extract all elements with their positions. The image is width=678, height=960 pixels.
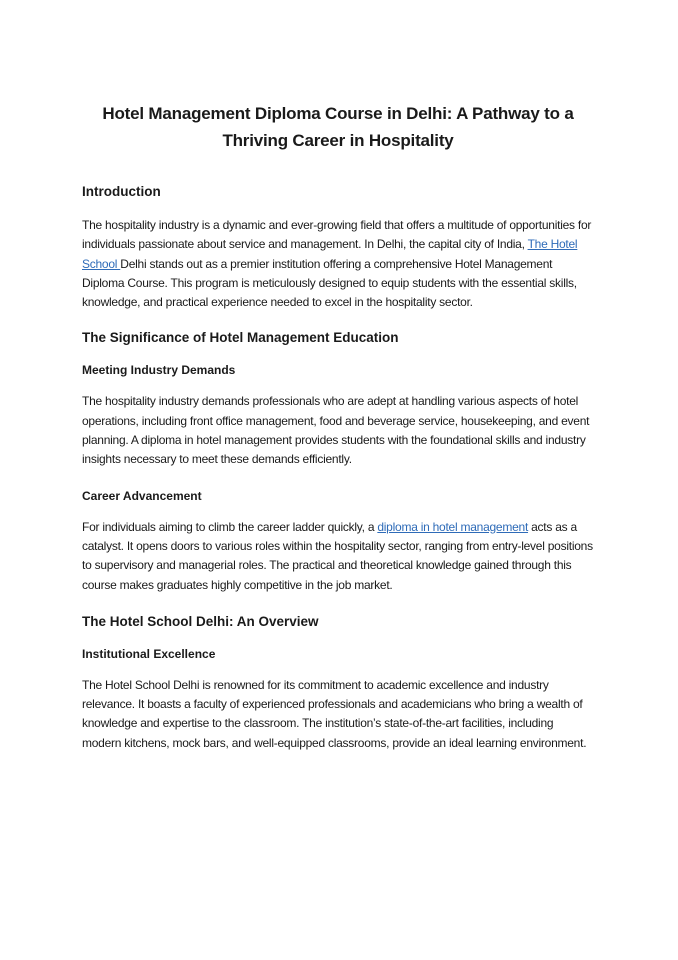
- the-hotel-school-link[interactable]: The Hotel School: [82, 237, 578, 271]
- intro-text-start: The hospitality industry is a dynamic and ever-growing field that offers a multitude of opportunities for individuals passionate about service and management. In Delhi, the capital city of India,: [82, 218, 592, 252]
- subheading-career-advancement: Career Advancement: [82, 488, 202, 503]
- section-heading-significance: The Significance of Hotel Management Education: [82, 330, 399, 346]
- document-page: [82, 100, 594, 771]
- subheading-meeting-industry-demands: Meeting Industry Demands: [82, 363, 236, 378]
- career-advancement-paragraph: [82, 518, 594, 595]
- career-text-end: acts as a catalyst. It opens doors to various roles within the hospitality sector, ranging from entry-level positions to supervisory and managerial roles. The practical and theoretical knowledge gained through this course makes graduates highly competitive in the job market.: [82, 519, 593, 592]
- intro-paragraph: [82, 216, 594, 312]
- career-text-start: For individuals aiming to climb the career ladder quickly, a: [82, 519, 378, 534]
- meeting-demands-paragraph: The hospitality industry demands professionals who are adept at handling various aspects of hotel operations, including front office management, food and beverage service, housekeeping, and event planning. A diploma in hotel management provides students with the foundational skills and industry insights necessary to meet these demands efficiently.: [82, 394, 590, 467]
- title-line-1: Hotel Management Diploma Course in Delhi: A Pathway to a: [102, 104, 574, 123]
- subheading-institutional-excellence: Institutional Excellence: [82, 646, 216, 661]
- institutional-excellence-paragraph: The Hotel School Delhi is renowned for its commitment to academic excellence and industry relevance. It boasts a faculty of experienced professionals and academicians who bring a wealth of knowledge and expertise to the classroom. The institution’s state-of-the-art facilities, including modern kitchens, mock bars, and well-equipped classrooms, provide an ideal learning environment.: [82, 677, 587, 750]
- document-title: [82, 100, 594, 154]
- section-heading-introduction: Introduction: [82, 184, 161, 199]
- intro-text-end: Delhi stands out as a premier institution offering a comprehensive Hotel Management Diploma Course. This program is meticulously designed to equip students with the essential skills, knowledge, and practical experience needed to excel in the hospitality sector.: [82, 256, 577, 310]
- section-heading-overview: The Hotel School Delhi: An Overview: [82, 613, 319, 629]
- title-line-2: Thriving Career in Hospitality: [222, 131, 454, 150]
- diploma-link[interactable]: diploma in hotel management: [377, 519, 529, 534]
